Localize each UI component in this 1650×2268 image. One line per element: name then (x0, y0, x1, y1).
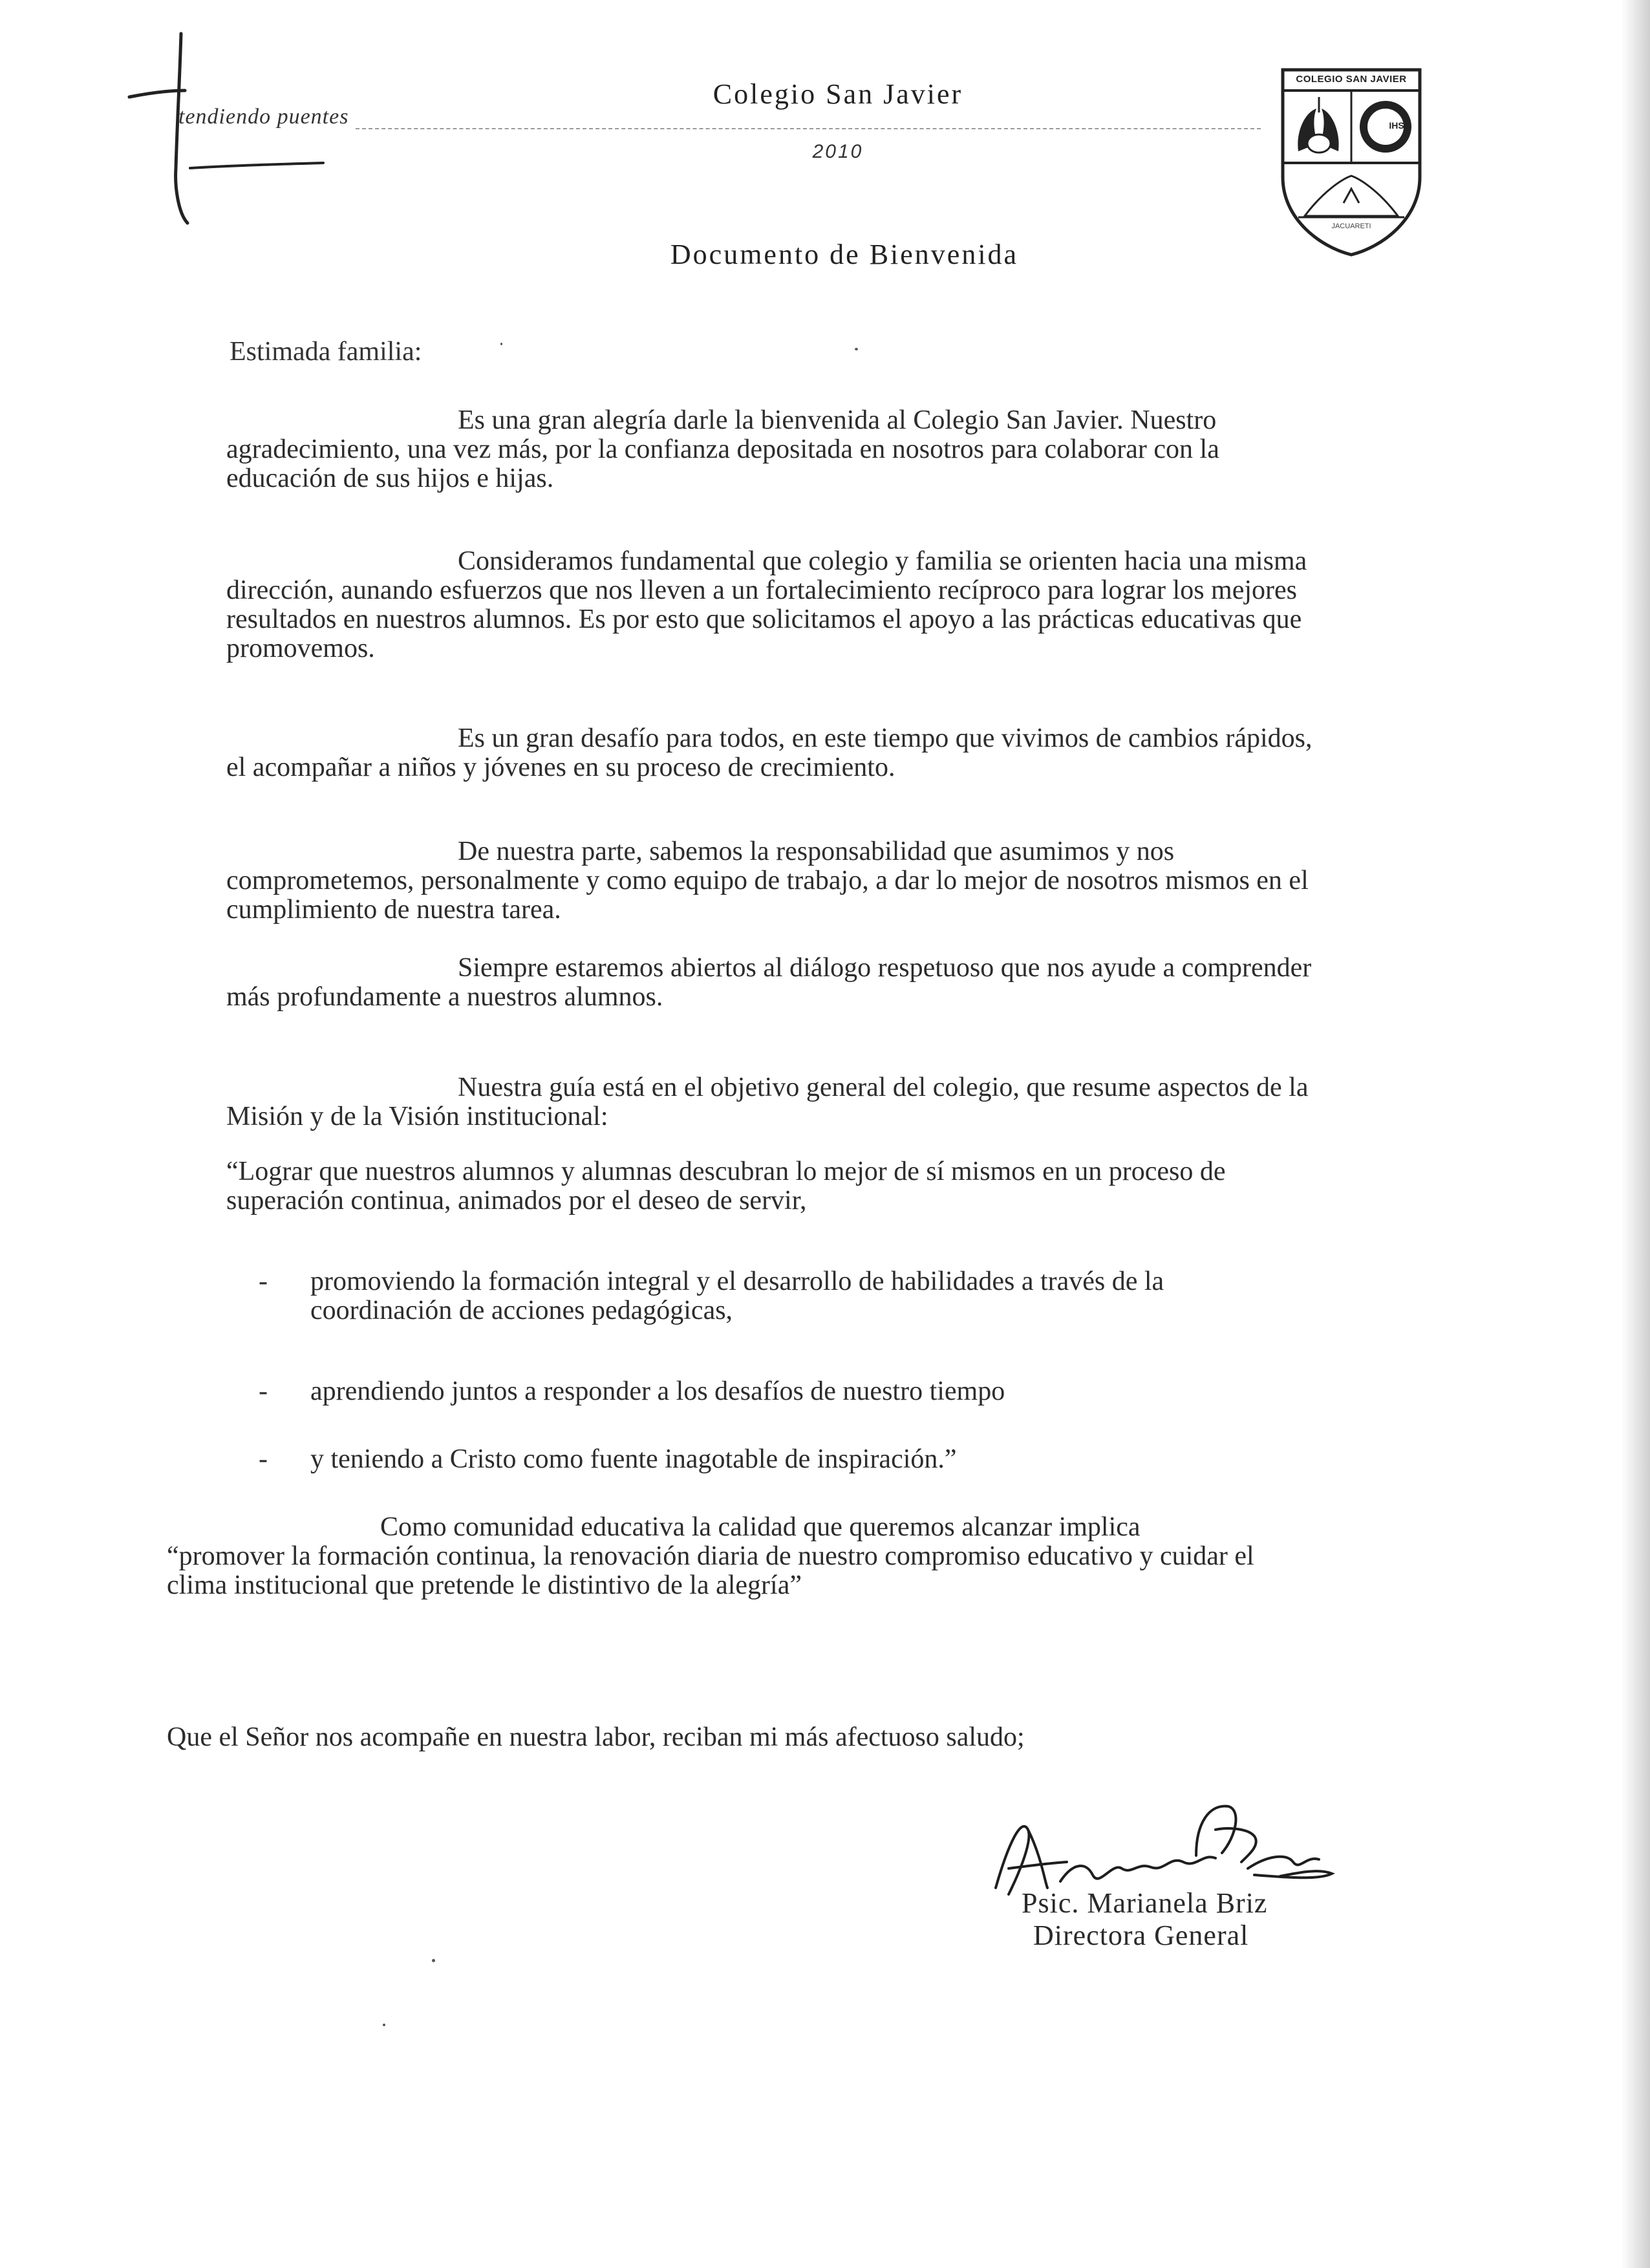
salutation: Estimada familia: (230, 337, 422, 367)
list-item (259, 1377, 1267, 1406)
paragraph-family: Consideramos fundamental que colegio y familia se orienten hacia una misma dirección, aunando esfuerzos que nos lleven a un fortalecimiento recíproco para lograr los mejores resultados en nuestros alumnos. Es por esto que solicitamos el apoyo a las prácticas educativas que promovemos. (226, 546, 1307, 663)
bullet-text: y teniendo a Cristo como fuente inagotable de inspiración.” (310, 1444, 957, 1474)
cross-logo-icon (123, 26, 369, 233)
crest-emblem: IHS (1389, 120, 1404, 131)
closing-line: Que el Señor nos acompañe en nuestra labor, reciban mi más afectuoso saludo; (167, 1722, 1025, 1752)
list-item (259, 1267, 1267, 1325)
school-crest (1279, 67, 1424, 257)
scan-speck (432, 1959, 435, 1962)
paragraph-mission: Nuestra guía está en el objetivo general del colegio, que resume aspectos de la Misión y de la Visión institucional: (226, 1073, 1309, 1131)
crest-title: COLEGIO SAN JAVIER (1296, 74, 1407, 85)
school-name: Colegio San Javier (712, 78, 963, 110)
community-first-line: Como comunidad educativa la calidad que queremos alcanzar implica (380, 1512, 1141, 1542)
list-item (259, 1445, 1267, 1474)
header-rule (356, 128, 1261, 129)
signature-role: Directora General (1033, 1920, 1249, 1951)
bullet-marker: - (259, 1376, 268, 1406)
scan-speck (383, 2024, 385, 2026)
community-quote: “promover la formación continua, la renovación diaria de nuestro compromiso educativo y cuidar el clima institucional que pretende le distintivo de la alegría” (167, 1541, 1254, 1600)
scan-speck (855, 348, 858, 350)
bullet-marker: - (259, 1267, 268, 1296)
tagline: tendiendo puentes (178, 105, 349, 129)
year: 2010 (812, 141, 864, 162)
scan-speck (500, 343, 502, 345)
paragraph-welcome: Es una gran alegría darle la bienvenida al Colegio San Javier. Nuestro agradecimiento, una vez más, por la confianza depositada en nosotros para colaborar con la educación de sus hijos e hijas. (226, 405, 1219, 493)
paragraph-dialogue: Siempre estaremos abiertos al diálogo respetuoso que nos ayude a comprender más profundamente a nuestros alumnos. (226, 953, 1312, 1012)
signature-name: Psic. Marianela Briz (1022, 1887, 1268, 1919)
bullet-marker: - (259, 1444, 268, 1474)
crest-motto: JACUARETI (1331, 222, 1371, 230)
document-title: Documento de Bienvenida (670, 239, 1019, 270)
scan-edge (1622, 0, 1650, 2268)
paragraph-community (167, 1513, 1318, 1600)
paragraph-challenge: Es un gran desafío para todos, en este tiempo que vivimos de cambios rápidos, el acompañar a niños y jóvenes en su proceso de crecimiento. (226, 723, 1312, 782)
paragraph-commitment: De nuestra parte, sabemos la responsabilidad que asumimos y nos comprometemos, personalmente y como equipo de trabajo, a dar lo mejor de nosotros mismos en el cumplimiento de nuestra tarea. (226, 837, 1309, 925)
bullet-text: aprendiendo juntos a responder a los desafíos de nuestro tiempo (310, 1376, 1005, 1406)
mission-quote: “Lograr que nuestros alumnos y alumnas descubran lo mejor de sí mismos en un proceso de superación continua, animados por el deseo de servir, (226, 1157, 1226, 1215)
bullet-text: promoviendo la formación integral y el desarrollo de habilidades a través de la coordinación de acciones pedagógicas, (310, 1267, 1164, 1325)
